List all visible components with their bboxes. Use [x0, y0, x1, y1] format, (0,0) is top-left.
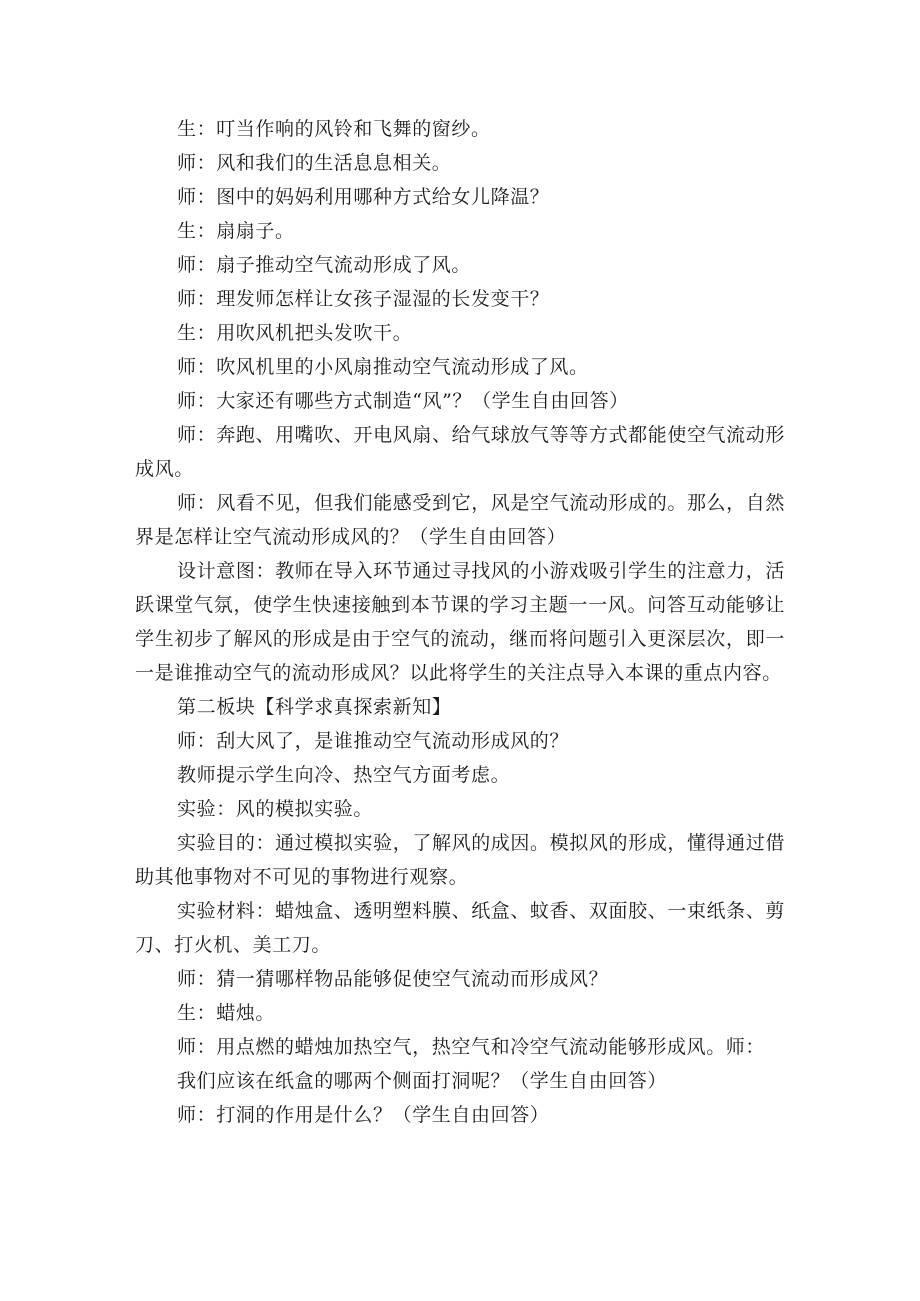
paragraph: 生：扇扇子。 — [177, 220, 295, 242]
document-body — [135, 112, 785, 1132]
paragraph: 师：打洞的作用是什么？（学生自由回答） — [177, 1104, 550, 1126]
paragraph: 师：风和我们的生活息息相关。 — [177, 152, 452, 174]
paragraph: 师：风看不见，但我们能感受到它，风是空气流动形成的。那么，自然界是怎样让空气流动形成风的？（学生自由回答） — [135, 492, 785, 548]
paragraph: 师：图中的妈妈利用哪种方式给女儿降温？ — [177, 186, 550, 208]
section-heading: 第二板块【科学求真探索新知】 — [177, 696, 452, 718]
paragraph: 师：用点燃的蜡烛加热空气，热空气和冷空气流动能够形成风。师： — [177, 1036, 766, 1058]
paragraph: 师：吹风机里的小风扇推动空气流动形成了风。 — [177, 356, 589, 378]
paragraph: 教师提示学生向冷、热空气方面考虑。 — [177, 764, 511, 786]
paragraph: 我们应该在纸盒的哪两个侧面打洞呢？（学生自由回答） — [177, 1070, 668, 1092]
paragraph: 生：叮当作响的风铃和飞舞的窗纱。 — [177, 118, 491, 140]
paragraph: 实验材料：蜡烛盒、透明塑料膜、纸盒、蚊香、双面胶、一束纸条、剪刀、打火机、美工刀。 — [135, 900, 785, 956]
paragraph: 实验目的：通过模拟实验，了解风的成因。模拟风的形成，懂得通过借助其他事物对不可见的事物进行观察。 — [135, 832, 785, 888]
paragraph: 师：大家还有哪些方式制造“风”？（学生自由回答） — [177, 390, 629, 412]
paragraph: 师：奔跑、用嘴吹、开电风扇、给气球放气等等方式都能使空气流动形成风。 — [135, 424, 785, 480]
paragraph: 实验：风的模拟实验。 — [177, 798, 374, 820]
paragraph: 师：理发师怎样让女孩子湿湿的长发变干？ — [177, 288, 550, 310]
paragraph: 生：用吹风机把头发吹干。 — [177, 322, 413, 344]
paragraph: 师：扇子推动空气流动形成了风。 — [177, 254, 472, 276]
paragraph: 生：蜡烛。 — [177, 1002, 276, 1024]
paragraph: 师：刮大风了，是谁推动空气流动形成风的？ — [177, 730, 570, 752]
design-intent-paragraph: 设计意图：教师在导入环节通过寻找风的小游戏吸引学生的注意力，活跃课堂气氛，使学生快速接触到本节课的学习主题一一风。问答互动能够让学生初步了解风的形成是由于空气的流动，继而将问题引入更深层次，即一一是谁推动空气的流动形成风？以此将学生的关注点导入本课的重点内容。 — [135, 560, 785, 684]
paragraph: 师：猜一猜哪样物品能够促使空气流动而形成风？ — [177, 968, 609, 990]
